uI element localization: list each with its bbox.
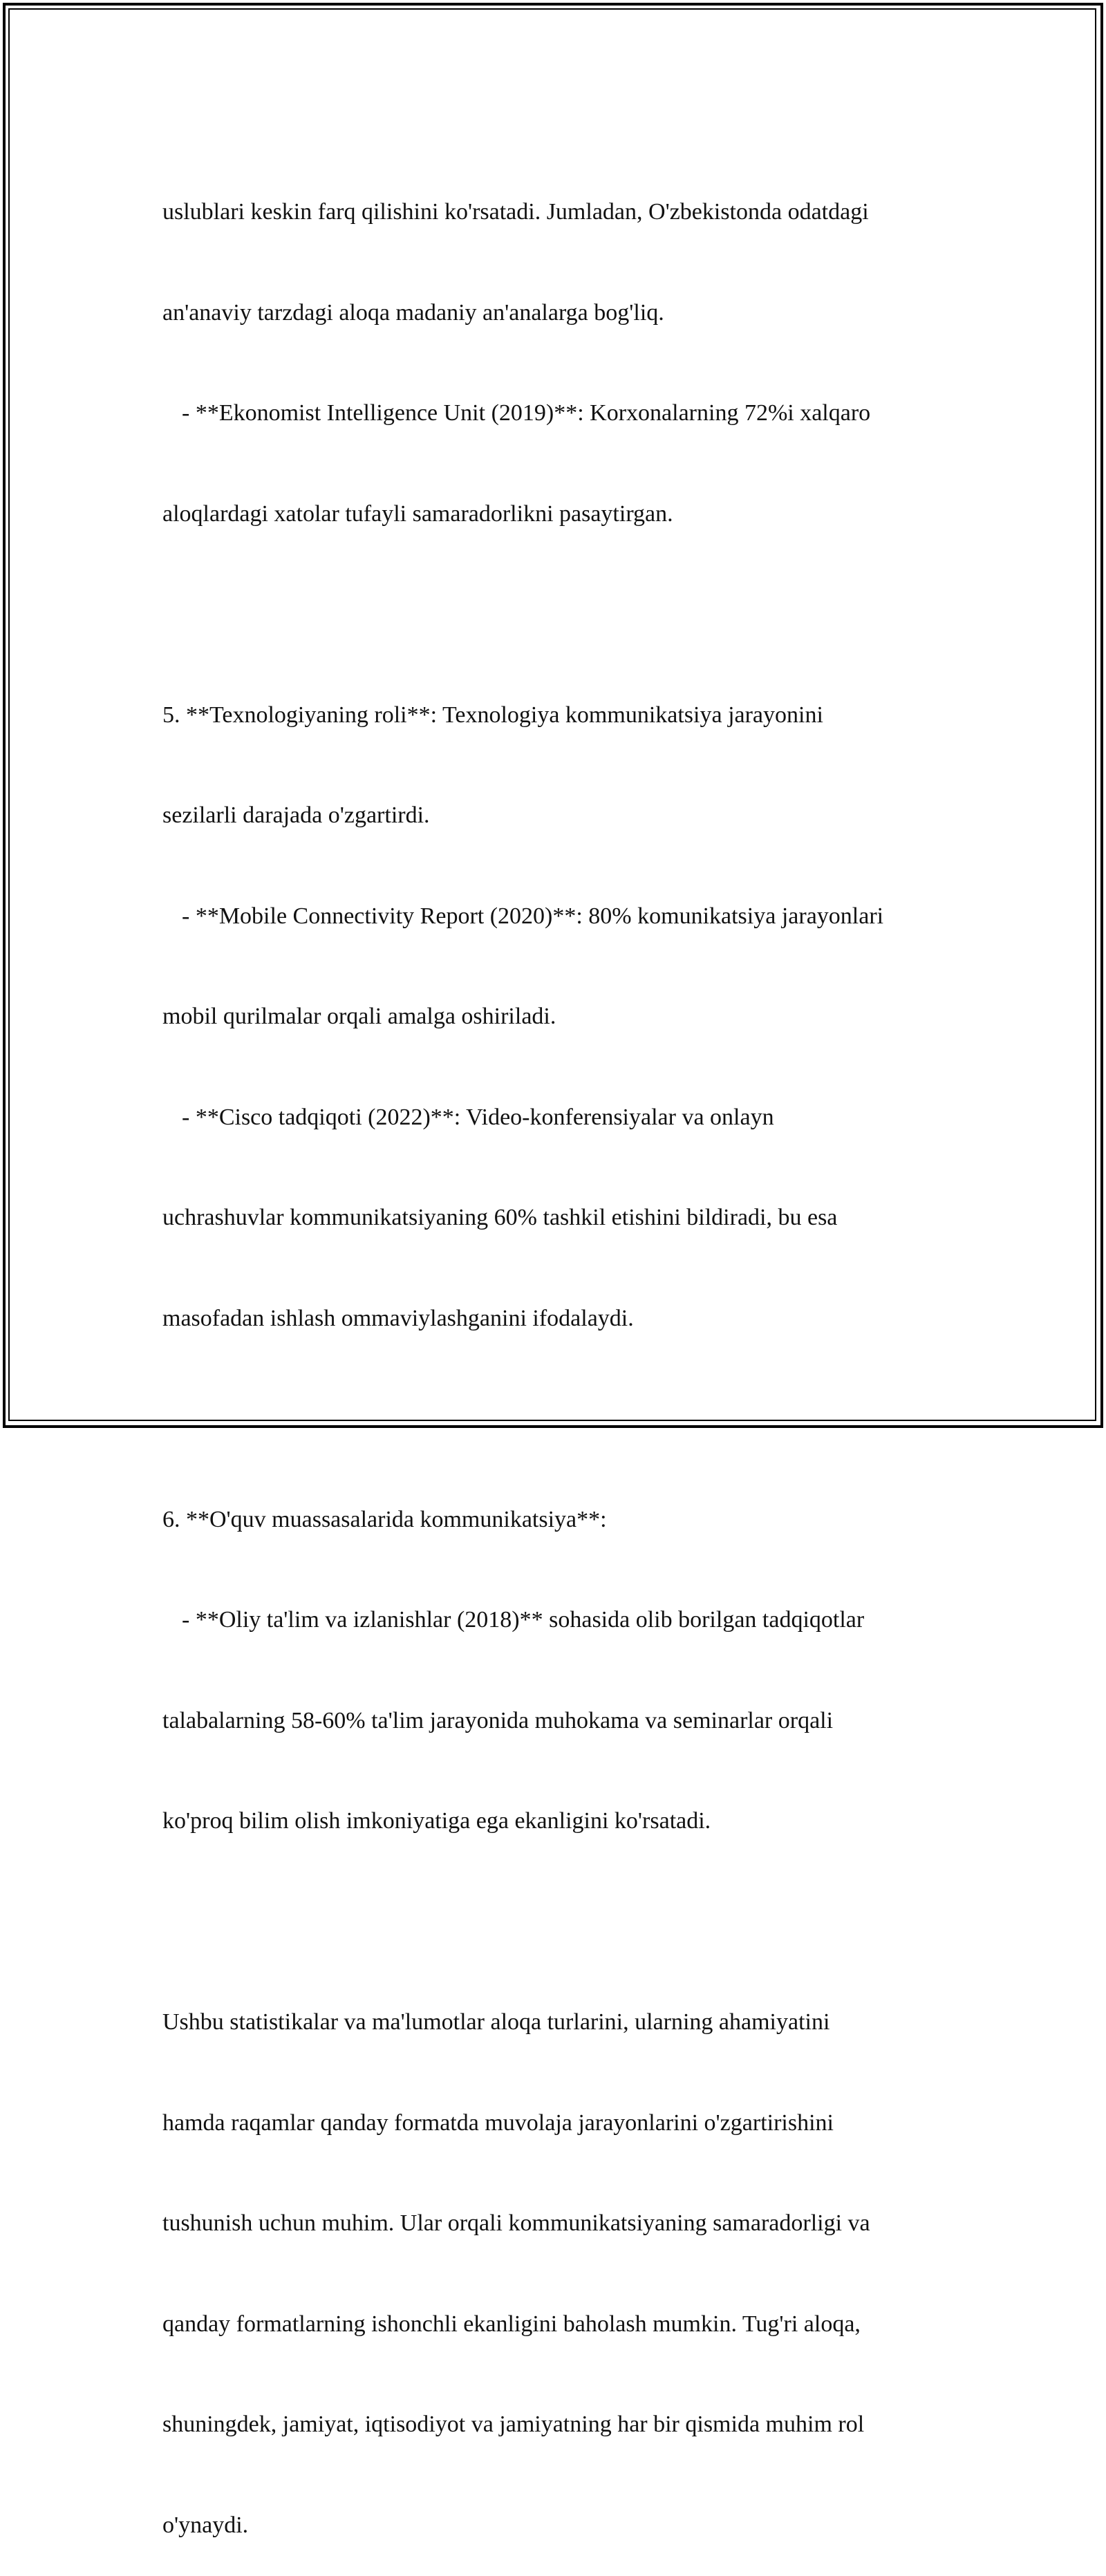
text-line: an'anaviy tarzdagi aloqa madaniy an'analarga bog'liq. [162,299,664,326]
paragraph-gap [162,1906,950,1939]
text-line: ko'proq bilim olish imkoniyatiga ega ekanligini ko'rsatadi. [162,1808,711,1834]
text-line: aloqlardagi xatolar tufayli samaradorlikni pasaytirgan. [162,500,673,527]
text-line: Ushbu statistikalar va ma'lumotlar aloqa turlarini, ularning ahamiyatini [162,2009,830,2035]
text-line-bullet: - **Ekonomist Intelligence Unit (2019)**: Korxonalarning 72%i xalqaro [182,400,871,426]
text-line: mobil qurilmalar orqali amalga oshiriladi. [162,1004,556,1029]
text-line: shuningdek, jamiyat, iqtisodiyot va jamiyatning har bir qismida muhim rol [162,2412,865,2437]
text-line: masofadan ishlash ommaviylashganini ifodalaydi. [162,1305,634,1331]
text-line-heading: 5. **Texnologiyaning roli**: Texnologiya kommunikatsiya jarayonini [162,702,823,728]
text-line-bullet: - **Mobile Connectivity Report (2020)**: 80% komunikatsiya jarayonlari [182,903,884,929]
text-line-heading: 6. **O'quv muassasalarida kommunikatsiya**: [162,1506,607,1532]
text-line: hamda raqamlar qanday formatda muvolaja jarayonlarini o'zgartirishini [162,2109,834,2136]
text-line-bullet: - **Cisco tadqiqoti (2022)**: Video-konferensiyalar va onlayn [182,1104,774,1130]
text-line: qanday formatlarning ishonchli ekanligini baholash mumkin. Tug'ri aloqa, [162,2311,861,2337]
text-line: o'ynaydi. [162,2512,249,2538]
text-line: talabalarning 58-60% ta'lim jarayonida muhokama va seminarlar orqali [162,1707,834,1733]
paragraph-gap [162,1402,950,1436]
text-line: uslublari keskin farq qilishini ko'rsatadi. Jumladan, O'zbekistonda odatdagi [162,199,869,225]
text-line-bullet: - **Oliy ta'lim va izlanishlar (2018)** sohasida olib borilgan tadqiqotlar [182,1607,865,1633]
document-body [162,129,950,2576]
text-line: sezilarli darajada o'zgartirdi. [162,802,430,828]
text-line: tushunish uchun muhim. Ular orqali kommunikatsiyaning samaradorligi va [162,2210,870,2236]
paragraph-gap [162,598,950,632]
text-line: uchrashuvlar kommunikatsiyaning 60% tashkil etishini bildiradi, bu esa [162,1205,838,1230]
